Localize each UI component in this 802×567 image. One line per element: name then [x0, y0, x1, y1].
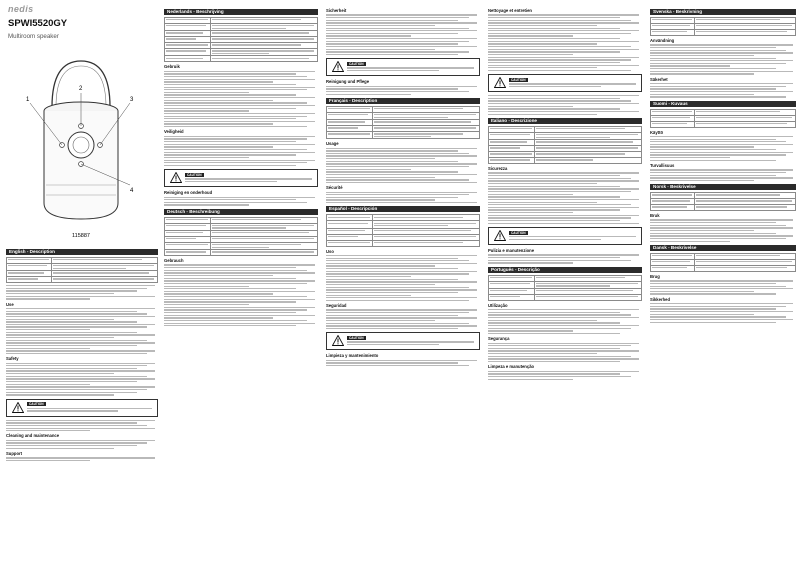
- figure-code: 115887: [72, 233, 90, 239]
- section-bar-english: English - Description: [6, 249, 158, 255]
- english-section: [6, 246, 158, 563]
- heading-use: Use: [6, 301, 14, 307]
- heading-limpeza: Limpeza e manutenção: [488, 364, 535, 370]
- fr-spec-table: [326, 106, 480, 139]
- volume-knob: [68, 132, 94, 158]
- column-sv-fi-da-no: [650, 6, 796, 561]
- caution-label: CAUTION: [511, 230, 526, 235]
- de-spec-table: [164, 217, 318, 256]
- section-bar-norsk: Norsk - Beskrivelse: [650, 184, 796, 190]
- warning-triangle-icon: [12, 402, 24, 413]
- heading-veiligheid: Veiligheid: [164, 129, 184, 135]
- warning-triangle-icon: [332, 335, 344, 346]
- es-spec-table: [326, 214, 480, 246]
- caution-box-es: [326, 332, 480, 350]
- caution-label: CAUTION: [29, 402, 44, 407]
- nl-spec-table: [164, 17, 318, 62]
- cover-logo: nedis: [8, 4, 34, 14]
- product-illustration: [22, 45, 140, 243]
- no-spec-table: [650, 192, 796, 211]
- heading-reiniging: Reiniging en onderhoud: [164, 190, 213, 196]
- section-bar-portugues: Português - Descrição: [488, 267, 642, 273]
- section-bar-nederlands: Nederlands - Beschrijving: [164, 9, 318, 15]
- heading-sakerhet: Säkerhet: [650, 76, 668, 82]
- heading-uso: Uso: [326, 248, 334, 254]
- heading-support: Support: [6, 451, 23, 457]
- heading-bruk: Bruk: [650, 213, 660, 219]
- section-bar-italiano: Italiano - Descrizione: [488, 118, 642, 124]
- caution-box-it: [488, 227, 642, 245]
- model-number: SPWI5520GY: [8, 18, 68, 29]
- heading-usage: Usage: [326, 141, 339, 147]
- column-nl-de: [164, 6, 318, 561]
- caution-label: CAUTION: [187, 172, 202, 177]
- heading-cleaning: Cleaning and maintenance: [6, 433, 60, 439]
- section-bar-dansk: Dansk - Beskrivelse: [650, 245, 796, 251]
- heading-limpieza: Limpieza y mantenimiento: [326, 353, 379, 359]
- heading-seguridad: Seguridad: [326, 303, 347, 309]
- heading-brug: Brug: [650, 273, 660, 279]
- heading-pulizia: Pulizia e manutenzione: [488, 248, 535, 254]
- column-de-fr-es: [326, 6, 480, 561]
- warning-triangle-icon: [332, 61, 344, 72]
- da-spec-table: [650, 253, 796, 272]
- heading-securite: Sécurité: [326, 185, 343, 191]
- caution-label: CAUTION: [349, 61, 364, 66]
- callout-3: 3: [130, 97, 134, 103]
- heading-seguranca: Segurança: [488, 336, 510, 342]
- callout-1: 1: [26, 97, 30, 103]
- caution-label: CAUTION: [511, 77, 526, 82]
- heading-turvallisuus: Turvallisuus: [650, 162, 675, 168]
- section-bar-suomi: Suomi - Kuvaus: [650, 101, 796, 107]
- heading-safety: Safety: [6, 356, 19, 362]
- product-subtitle: Multiroom speaker: [8, 33, 59, 40]
- warning-triangle-icon: [494, 77, 506, 88]
- english-spec-table: [6, 257, 158, 283]
- caution-box-nl: [164, 169, 318, 187]
- heading-kaytto: Käyttö: [650, 129, 664, 135]
- it-spec-table: [488, 126, 642, 164]
- heading-utilizacao: Utilização: [488, 302, 508, 308]
- warning-triangle-icon: [170, 172, 182, 183]
- caution-box-fr: [488, 74, 642, 92]
- callout-2: 2: [79, 86, 83, 92]
- caution-label: CAUTION: [349, 335, 364, 340]
- heading-nettoyage: Nettoyage et entretien: [488, 8, 532, 13]
- heading-sicurezza: Sicurezza: [488, 166, 508, 172]
- section-bar-espanol: Español - Descripción: [326, 206, 480, 212]
- callout-4: 4: [130, 188, 134, 194]
- caution-box-de: [326, 58, 480, 76]
- heading-anvandning: Användning: [650, 38, 675, 43]
- heading-gebrauch: Gebrauch: [164, 258, 184, 264]
- heading-sikkerhed: Sikkerhed: [650, 296, 671, 302]
- section-bar-francais: Français - Description: [326, 98, 480, 104]
- column-fr-it: [488, 6, 642, 561]
- heading-sicherheit: Sicherheit: [326, 8, 347, 13]
- section-bar-svenska: Svenska - Beskrivning: [650, 9, 796, 15]
- pt-spec-table: [488, 275, 642, 301]
- heading-gebruik: Gebruik: [164, 64, 180, 70]
- heading-reinigung: Reinigung und Pflege: [326, 79, 370, 85]
- warning-triangle-icon: [494, 230, 506, 241]
- fi-spec-table: [650, 109, 796, 128]
- caution-box-english: [6, 399, 158, 417]
- section-bar-deutsch: Deutsch - Beschreibung: [164, 209, 318, 215]
- sv-spec-table: [650, 17, 796, 36]
